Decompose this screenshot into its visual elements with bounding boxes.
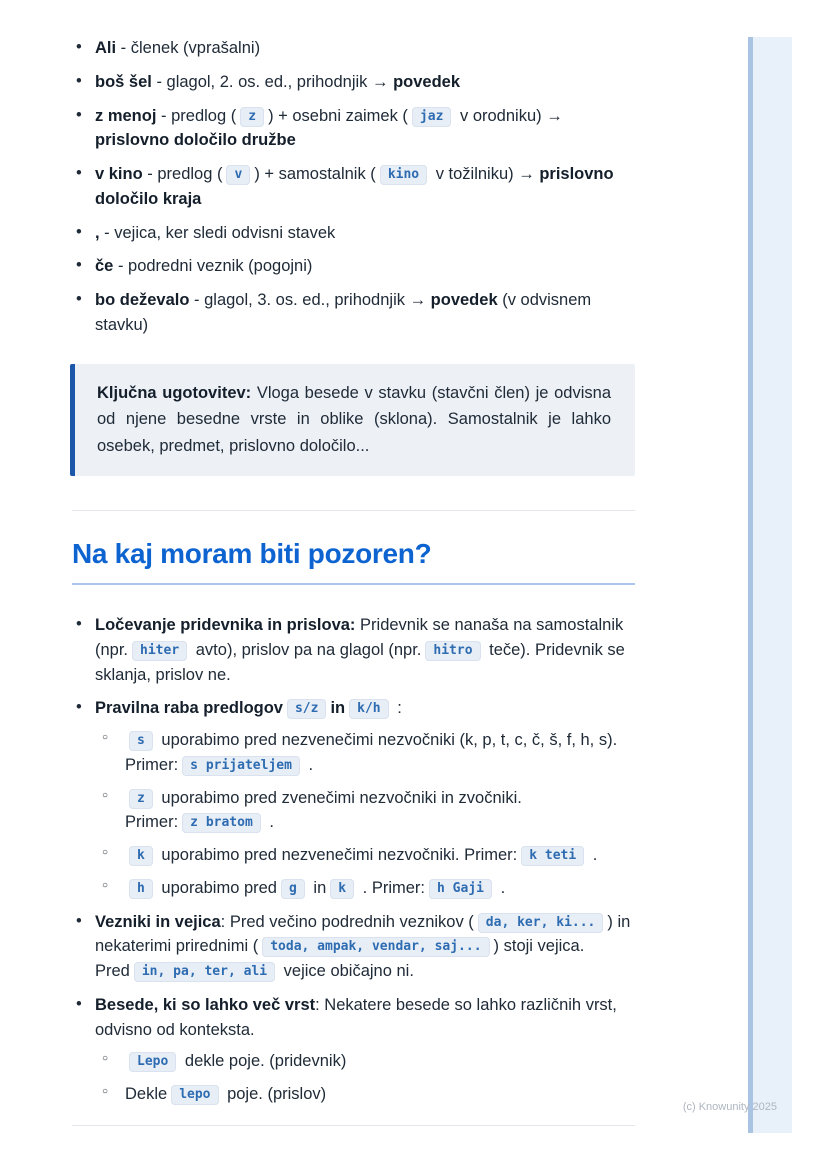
section-heading: Na kaj moram biti pozoren? — [72, 538, 635, 585]
inline-code-badge: k/h — [349, 699, 388, 719]
list-item — [72, 910, 635, 984]
bold-text: bo deževalo — [95, 291, 190, 309]
inline-code-badge: da, ker, ki... — [478, 913, 604, 933]
list-item — [72, 162, 635, 212]
list-item — [72, 993, 635, 1107]
text-run: . Primer: — [358, 878, 426, 897]
text-run: - podredni veznik (pogojni) — [113, 257, 313, 276]
attention-points-list — [72, 613, 635, 1107]
sub-list-item — [95, 876, 635, 901]
text-run: : Pred večino podrednih veznikov ( — [220, 912, 474, 931]
sub-list — [95, 1049, 635, 1107]
inline-code-badge: g — [281, 879, 305, 899]
watermark: (c) Knowunity 2025 — [682, 1101, 777, 1113]
bold-text: Besede, ki so lahko več vrst — [95, 995, 316, 1014]
text-run: - predlog ( — [142, 165, 223, 183]
bold-text: Ključna ugotovitev: — [97, 383, 252, 402]
bold-text: prislovno določilo kraja — [95, 165, 614, 208]
inline-code-badge: s/z — [287, 699, 326, 719]
text-run: vejice običajno ni. — [279, 962, 414, 981]
text-run: teče). Pridevnik se sklanja, prislov ne. — [95, 640, 625, 684]
bold-text: Pravilna raba predlogov — [95, 699, 283, 718]
bold-text: in — [330, 699, 346, 718]
callout-text — [97, 380, 611, 461]
text-run: ) stoji vejica. Pred — [95, 937, 585, 981]
inline-code-badge: z — [129, 789, 153, 809]
bold-text: Vezniki in vejica — [95, 912, 221, 931]
inline-code-badge: kino — [380, 165, 427, 185]
text-run: uporabimo pred — [156, 878, 277, 897]
text-run: - glagol, 3. os. ed., prihodnjik → — [189, 291, 431, 309]
inline-code-badge: lepo — [171, 1085, 218, 1105]
inline-code-badge: z bratom — [182, 813, 261, 833]
text-run: - členek (vprašalni) — [116, 39, 261, 57]
list-item — [72, 613, 635, 687]
inline-code-badge: hiter — [132, 641, 187, 661]
text-run: Vloga besede v stavku (stavčni člen) je odvisna od njene besedne vrste in oblike (sklona). Samostalnik je lahko osebek, predmet, prislovno določilo... — [97, 383, 611, 456]
inline-code-badge: h Gaji — [429, 879, 492, 899]
inline-code-badge: s — [129, 731, 153, 751]
text-run: . — [303, 755, 314, 774]
text-run: . — [588, 846, 598, 865]
sentence-analysis-list — [72, 36, 635, 338]
bold-text: , — [95, 223, 100, 242]
inline-code-badge: Lepo — [129, 1052, 176, 1072]
text-run: uporabimo pred nezvenečimi nezvočniki (k, p, t, c, č, š, f, h, s). Primer: — [125, 731, 618, 774]
bold-text: boš šel — [95, 72, 152, 91]
text-run: v orodniku) → — [455, 106, 563, 125]
text-run: . — [264, 813, 274, 832]
inline-code-badge: hitro — [425, 641, 480, 661]
bottom-divider — [72, 1125, 635, 1126]
document-content — [72, 36, 635, 1126]
inline-code-badge: s prijateljem — [182, 756, 300, 776]
inline-code-badge: k — [129, 846, 153, 866]
inline-code-badge: jaz — [412, 107, 451, 127]
text-run: - predlog ( — [156, 106, 237, 125]
key-insight-callout — [70, 364, 635, 477]
inline-code-badge: toda, ampak, vendar, saj... — [262, 937, 489, 957]
section-divider — [72, 510, 635, 511]
list-item — [72, 221, 635, 246]
text-run: : — [392, 699, 402, 718]
text-run: ) in nekaterimi prirednimi ( — [95, 912, 631, 956]
inline-code-badge: v — [226, 165, 250, 185]
bold-text: z menoj — [95, 106, 157, 125]
bold-text: če — [95, 257, 114, 276]
text-run: - glagol, 2. os. ed., prihodnjik → — [151, 72, 394, 91]
page-edge-strip — [748, 37, 792, 1133]
text-run: in — [308, 878, 327, 897]
text-run: ) + samostalnik ( — [254, 165, 376, 183]
bold-text: v kino — [95, 165, 143, 183]
sub-list-item — [95, 786, 635, 836]
sub-list — [95, 728, 635, 901]
text-run: dekle poje. (pridevnik) — [180, 1052, 347, 1071]
inline-code-badge: h — [129, 879, 153, 899]
bold-text: prislovno določilo družbe — [95, 131, 296, 150]
inline-code-badge: in, pa, ter, ali — [134, 962, 275, 982]
list-item — [72, 288, 635, 338]
text-run: poje. (prislov) — [222, 1085, 327, 1104]
list-item — [72, 696, 635, 900]
text-run: (v odvisnem stavku) — [95, 291, 592, 334]
sub-list-item — [95, 843, 635, 868]
text-run: uporabimo pred nezvenečimi nezvočniki. Primer: — [156, 846, 518, 865]
inline-code-badge: z — [240, 107, 264, 127]
text-run: ) + osebni zaimek ( — [268, 106, 408, 125]
bold-text: Ali — [95, 39, 117, 57]
text-run: . — [495, 878, 506, 897]
text-run: - vejica, ker sledi odvisni stavek — [99, 223, 336, 242]
bold-text: Ločevanje pridevnika in prislova: — [95, 616, 356, 635]
list-item — [72, 254, 635, 279]
text-run: Pridevnik se nanaša na samostalnik (npr. — [95, 616, 624, 659]
text-run: : Nekatere besede so lahko različnih vrst, odvisno od konteksta. — [95, 995, 617, 1039]
bold-text: povedek — [393, 72, 461, 91]
text-run: uporabimo pred zvenečimi nezvočniki in zvočniki. Primer: — [125, 788, 522, 832]
text-run: Dekle — [125, 1085, 168, 1104]
bold-text: povedek — [430, 291, 498, 309]
list-item — [72, 36, 635, 61]
list-item — [72, 104, 635, 154]
sub-list-item — [95, 1049, 635, 1074]
sub-list-item — [95, 728, 635, 778]
inline-code-badge: k teti — [521, 846, 584, 866]
text-run: avto), prislov pa na glagol (npr. — [191, 640, 422, 659]
text-run: v tožilniku) → — [431, 165, 540, 183]
list-item — [72, 70, 635, 95]
inline-code-badge: k — [330, 879, 354, 899]
